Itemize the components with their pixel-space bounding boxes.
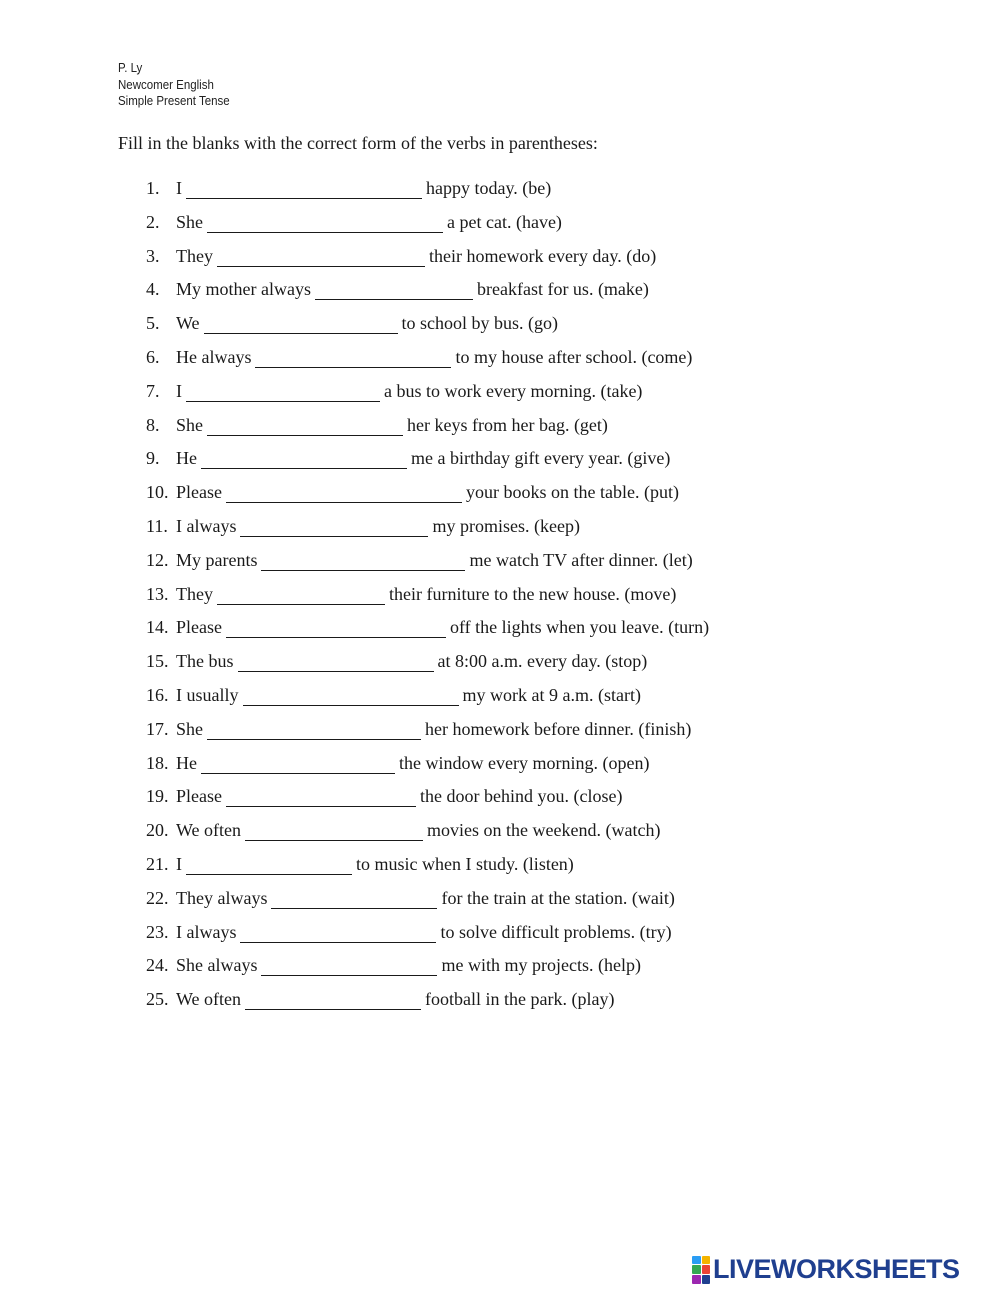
exercise-item bbox=[146, 953, 709, 987]
answer-blank-input[interactable] bbox=[255, 351, 451, 368]
exercise-number: 23. bbox=[146, 921, 169, 942]
answer-blank-input[interactable] bbox=[245, 993, 421, 1010]
exercise-text-before: I always bbox=[176, 921, 237, 942]
answer-blank-input[interactable] bbox=[226, 621, 446, 638]
exercise-item bbox=[146, 514, 709, 548]
answer-blank-input[interactable] bbox=[207, 216, 443, 233]
exercise-text-before: Please bbox=[176, 617, 222, 638]
exercise-item bbox=[146, 345, 709, 379]
exercise-text-before: They always bbox=[176, 887, 268, 908]
answer-blank-input[interactable] bbox=[261, 959, 437, 976]
exercise-text-before: The bus bbox=[176, 651, 234, 672]
exercise-text-before: She bbox=[176, 414, 203, 435]
exercise-text-before: My mother always bbox=[176, 279, 311, 300]
exercise-item bbox=[146, 615, 709, 649]
exercise-text-after: the door behind you. (close) bbox=[419, 786, 623, 807]
answer-blank-input[interactable] bbox=[207, 723, 421, 740]
exercise-item bbox=[146, 717, 709, 751]
exercise-item bbox=[146, 244, 709, 278]
exercise-item bbox=[146, 176, 709, 210]
answer-blank-input[interactable] bbox=[201, 452, 407, 469]
exercise-text-before: Please bbox=[176, 786, 222, 807]
exercise-item bbox=[146, 784, 709, 818]
exercise-text-after: a bus to work every morning. (take) bbox=[384, 380, 643, 401]
exercise-text-after: her homework before dinner. (finish) bbox=[425, 718, 692, 739]
exercise-item bbox=[146, 751, 709, 785]
exercise-number: 12. bbox=[146, 549, 169, 570]
exercise-text-before: She bbox=[176, 718, 203, 739]
exercise-number: 13. bbox=[146, 583, 169, 604]
exercise-item bbox=[146, 311, 709, 345]
exercise-text-before: He bbox=[176, 752, 197, 773]
exercise-item bbox=[146, 920, 709, 954]
exercise-text-before: I bbox=[176, 178, 182, 198]
exercise-text-before: They bbox=[176, 245, 213, 266]
author-name: P. Ly bbox=[118, 61, 143, 75]
liveworksheets-logo bbox=[692, 1254, 960, 1285]
exercise-text-before: My parents bbox=[176, 549, 258, 570]
exercise-number: 1. bbox=[146, 178, 160, 198]
answer-blank-input[interactable] bbox=[186, 385, 380, 402]
exercise-number: 20. bbox=[146, 820, 169, 841]
exercise-text-after: me with my projects. (help) bbox=[441, 955, 641, 976]
exercise-text-before: Please bbox=[176, 482, 222, 503]
exercise-text-before: He bbox=[176, 448, 197, 469]
exercise-item bbox=[146, 379, 709, 413]
answer-blank-input[interactable] bbox=[186, 858, 352, 875]
exercise-text-after: the window every morning. (open) bbox=[399, 752, 650, 773]
exercise-text-after: her keys from her bag. (get) bbox=[407, 414, 608, 435]
exercise-text-after: a pet cat. (have) bbox=[447, 211, 562, 232]
exercise-text-before: I usually bbox=[176, 684, 239, 705]
liveworksheets-logo-icon bbox=[692, 1256, 710, 1284]
exercise-list bbox=[146, 176, 709, 1021]
answer-blank-input[interactable] bbox=[204, 317, 398, 334]
exercise-number: 18. bbox=[146, 752, 169, 773]
exercise-number: 9. bbox=[146, 448, 160, 469]
exercise-item bbox=[146, 683, 709, 717]
exercise-number: 16. bbox=[146, 684, 169, 705]
exercise-item bbox=[146, 413, 709, 447]
exercise-text-after: breakfast for us. (make) bbox=[476, 279, 649, 300]
exercise-number: 8. bbox=[146, 414, 160, 435]
exercise-text-after: to solve difficult problems. (try) bbox=[440, 921, 672, 942]
exercise-text-before: He always bbox=[176, 346, 252, 367]
logo-text: LIVEWORKSHEETS bbox=[713, 1254, 960, 1284]
exercise-number: 5. bbox=[146, 313, 160, 334]
exercise-number: 19. bbox=[146, 786, 169, 807]
exercise-number: 22. bbox=[146, 887, 169, 908]
exercise-number: 15. bbox=[146, 651, 169, 672]
answer-blank-input[interactable] bbox=[240, 520, 428, 537]
exercise-text-before: We often bbox=[176, 820, 242, 841]
worksheet-header bbox=[118, 60, 230, 110]
exercise-text-after: my promises. (keep) bbox=[432, 515, 580, 536]
exercise-item bbox=[146, 886, 709, 920]
exercise-text-before: I always bbox=[176, 515, 237, 536]
exercise-item bbox=[146, 480, 709, 514]
exercise-text-after: movies on the weekend. (watch) bbox=[427, 820, 661, 841]
exercise-text-after: your books on the table. (put) bbox=[465, 482, 679, 503]
exercise-item bbox=[146, 987, 709, 1021]
exercise-text-before: They bbox=[176, 583, 213, 604]
exercise-item bbox=[146, 446, 709, 480]
answer-blank-input[interactable] bbox=[238, 655, 434, 672]
exercise-item bbox=[146, 852, 709, 886]
exercise-text-after: to my house after school. (come) bbox=[455, 346, 693, 367]
exercise-text-before: We bbox=[176, 313, 200, 334]
exercise-text-before: I bbox=[176, 853, 182, 874]
exercise-number: 21. bbox=[146, 853, 169, 874]
exercise-text-after: their homework every day. (do) bbox=[428, 245, 657, 266]
answer-blank-input[interactable] bbox=[261, 554, 465, 571]
exercise-number: 10. bbox=[146, 482, 169, 503]
exercise-text-after: me watch TV after dinner. (let) bbox=[469, 549, 693, 570]
exercise-item bbox=[146, 649, 709, 683]
answer-blank-input[interactable] bbox=[217, 250, 425, 267]
exercise-text-after: to music when I study. (listen) bbox=[356, 853, 574, 874]
exercise-number: 2. bbox=[146, 211, 160, 232]
exercise-number: 7. bbox=[146, 380, 160, 401]
answer-blank-input[interactable] bbox=[201, 757, 395, 774]
exercise-item bbox=[146, 548, 709, 582]
exercise-item bbox=[146, 210, 709, 244]
answer-blank-input[interactable] bbox=[245, 824, 423, 841]
topic-name: Simple Present Tense bbox=[118, 94, 230, 108]
answer-blank-input[interactable] bbox=[240, 926, 436, 943]
exercise-number: 17. bbox=[146, 718, 169, 739]
exercise-number: 24. bbox=[146, 955, 169, 976]
exercise-text-after: happy today. (be) bbox=[426, 178, 552, 198]
exercise-number: 6. bbox=[146, 346, 160, 367]
exercise-text-after: me a birthday gift every year. (give) bbox=[411, 448, 671, 469]
exercise-number: 11. bbox=[146, 515, 168, 536]
exercise-number: 4. bbox=[146, 279, 160, 300]
exercise-text-after: at 8:00 a.m. every day. (stop) bbox=[437, 651, 648, 672]
exercise-number: 14. bbox=[146, 617, 169, 638]
exercise-text-before: She bbox=[176, 211, 203, 232]
exercise-text-after: football in the park. (play) bbox=[425, 989, 615, 1010]
instructions: Fill in the blanks with the correct form of the verbs in parentheses: bbox=[118, 133, 598, 153]
exercise-text-after: my work at 9 a.m. (start) bbox=[462, 684, 641, 705]
exercise-number: 25. bbox=[146, 989, 169, 1010]
answer-blank-input[interactable] bbox=[271, 892, 437, 909]
answer-blank-input[interactable] bbox=[207, 419, 403, 436]
answer-blank-input[interactable] bbox=[315, 283, 473, 300]
exercise-text-after: to school by bus. (go) bbox=[401, 313, 559, 334]
exercise-text-after: off the lights when you leave. (turn) bbox=[449, 617, 710, 638]
exercise-text-before: She always bbox=[176, 955, 258, 976]
answer-blank-input[interactable] bbox=[186, 182, 422, 199]
exercise-text-after: for the train at the station. (wait) bbox=[441, 887, 675, 908]
exercise-text-before: I bbox=[176, 380, 182, 401]
exercise-item bbox=[146, 818, 709, 852]
answer-blank-input[interactable] bbox=[226, 486, 462, 503]
answer-blank-input[interactable] bbox=[243, 689, 459, 706]
exercise-text-after: their furniture to the new house. (move) bbox=[388, 583, 677, 604]
answer-blank-input[interactable] bbox=[226, 790, 416, 807]
exercise-text-before: We often bbox=[176, 989, 242, 1010]
exercise-item bbox=[146, 582, 709, 616]
answer-blank-input[interactable] bbox=[217, 588, 385, 605]
exercise-item bbox=[146, 277, 709, 311]
exercise-number: 3. bbox=[146, 245, 160, 266]
course-name: Newcomer English bbox=[118, 77, 214, 92]
